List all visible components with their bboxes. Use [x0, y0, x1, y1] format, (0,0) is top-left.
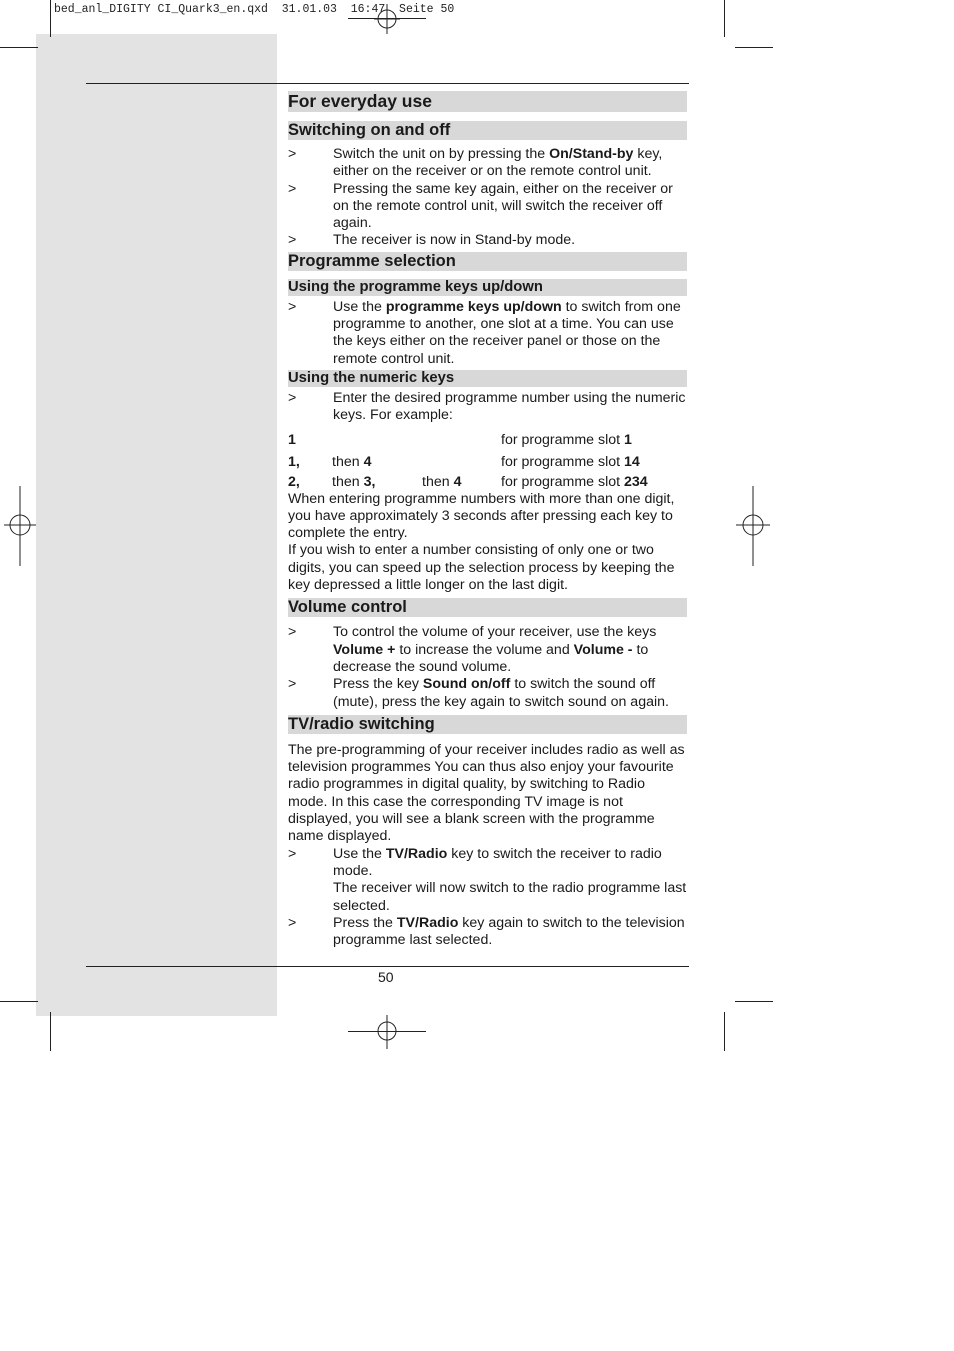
list-item: > Press the TV/Radio key again to switch to the television programme last selected.: [288, 914, 685, 949]
bullet-marker: >: [288, 676, 297, 693]
page-number: 50: [378, 969, 394, 985]
key-name: programme keys up/down: [385, 298, 562, 315]
page-content: [288, 91, 687, 949]
list-item: > To control the volume of your receiver, use the keys Volume + to increase the volume and Volume - to decrease the sound volume.: [288, 624, 657, 675]
registration-mark-icon: [736, 486, 770, 566]
list-item: > Use the TV/Radio key to switch the receiver to radio mode. The receiver will now switch to the radio programme last selected.: [288, 845, 687, 914]
crop-mark: [735, 1001, 773, 1002]
section-heading-switching: Switching on and off: [288, 121, 687, 140]
paragraph: When entering programme numbers with more than one digit, you have approximately 3 seconds after pressing each key to complete the entry.: [288, 490, 675, 542]
footer-rule: [86, 966, 689, 967]
header-rule: [86, 83, 689, 84]
bullet-marker: >: [288, 146, 297, 162]
crop-mark: [724, 1012, 725, 1051]
section-heading-tv-radio: TV/radio switching: [288, 715, 687, 734]
crop-mark: [724, 0, 725, 37]
list-item: > Pressing the same key again, either on the receiver or on the remote control unit, will switch the receiver off again.: [288, 180, 673, 232]
bullet-marker: >: [288, 845, 297, 862]
key-name: Sound on/off: [422, 676, 511, 693]
paragraph: If you wish to enter a number consisting of only one or two digits, you can speed up the selection process by keeping the key depressed a little longer on the last digit.: [288, 542, 675, 594]
crop-mark: [0, 47, 38, 48]
list-item: > Use the programme keys up/down to switch from one programme to another, one slot at a time. You can use the keys either on the receiver panel or those on the remote control unit.: [288, 298, 681, 367]
bullet-marker: >: [288, 624, 297, 641]
page-title: For everyday use: [288, 91, 687, 112]
bullet-marker: >: [288, 914, 297, 931]
key-name: On/Stand-by: [549, 146, 634, 162]
list-item: > Switch the unit on by pressing the On/Stand-by key, either on the receiver or on the remote control unit.: [288, 146, 663, 180]
paragraph: The pre-programming of your receiver includes radio as well as television programmes You can thus also enjoy your favourite radio programmes in digital quality, by switching to Radio mode. In this case the corresponding TV image is not displayed, you will see a blank screen with the programme name displayed.: [288, 741, 685, 845]
list-item: > Press the key Sound on/off to switch the sound off (mute), press the key again to switch sound on again.: [288, 676, 669, 710]
section-heading-volume: Volume control: [288, 598, 687, 617]
list-item: > Enter the desired programme number using the numeric keys. For example:: [288, 389, 686, 424]
bullet-marker: >: [288, 180, 297, 197]
margin-gray-band: [36, 34, 277, 1016]
registration-mark-icon: [4, 486, 36, 566]
crop-mark: [50, 0, 51, 37]
list-item: > The receiver is now in Stand-by mode.: [288, 232, 576, 249]
crop-mark: [0, 1001, 38, 1002]
crop-mark: [735, 47, 773, 48]
bullet-marker: >: [288, 298, 297, 315]
key-name: Volume +: [333, 641, 396, 658]
subheading-numeric-keys: Using the numeric keys: [288, 370, 687, 387]
key-name: Volume -: [573, 641, 633, 658]
crop-mark: [50, 1012, 51, 1051]
registration-mark-icon: [374, 4, 400, 34]
example-row: 1, then 4 for programme slot 14: [288, 453, 640, 470]
section-heading-programme: Programme selection: [288, 252, 687, 271]
example-row: 2, then 3, then 4 for programme slot 234: [288, 473, 648, 490]
subheading-programme-keys: Using the programme keys up/down: [288, 279, 687, 296]
file-slug: bed_anl_DIGITY CI_Quark3_en.qxd 31.01.03 16:47 Seite 50: [54, 3, 455, 16]
bullet-marker: >: [288, 389, 297, 406]
crop-mark: [348, 1031, 426, 1032]
example-row: 1 for programme slot 1: [288, 431, 632, 448]
bullet-marker: >: [288, 232, 297, 249]
key-name: TV/Radio: [385, 845, 448, 862]
crop-mark: [348, 18, 426, 19]
registration-mark-icon: [373, 1015, 401, 1049]
key-name: TV/Radio: [396, 914, 459, 931]
